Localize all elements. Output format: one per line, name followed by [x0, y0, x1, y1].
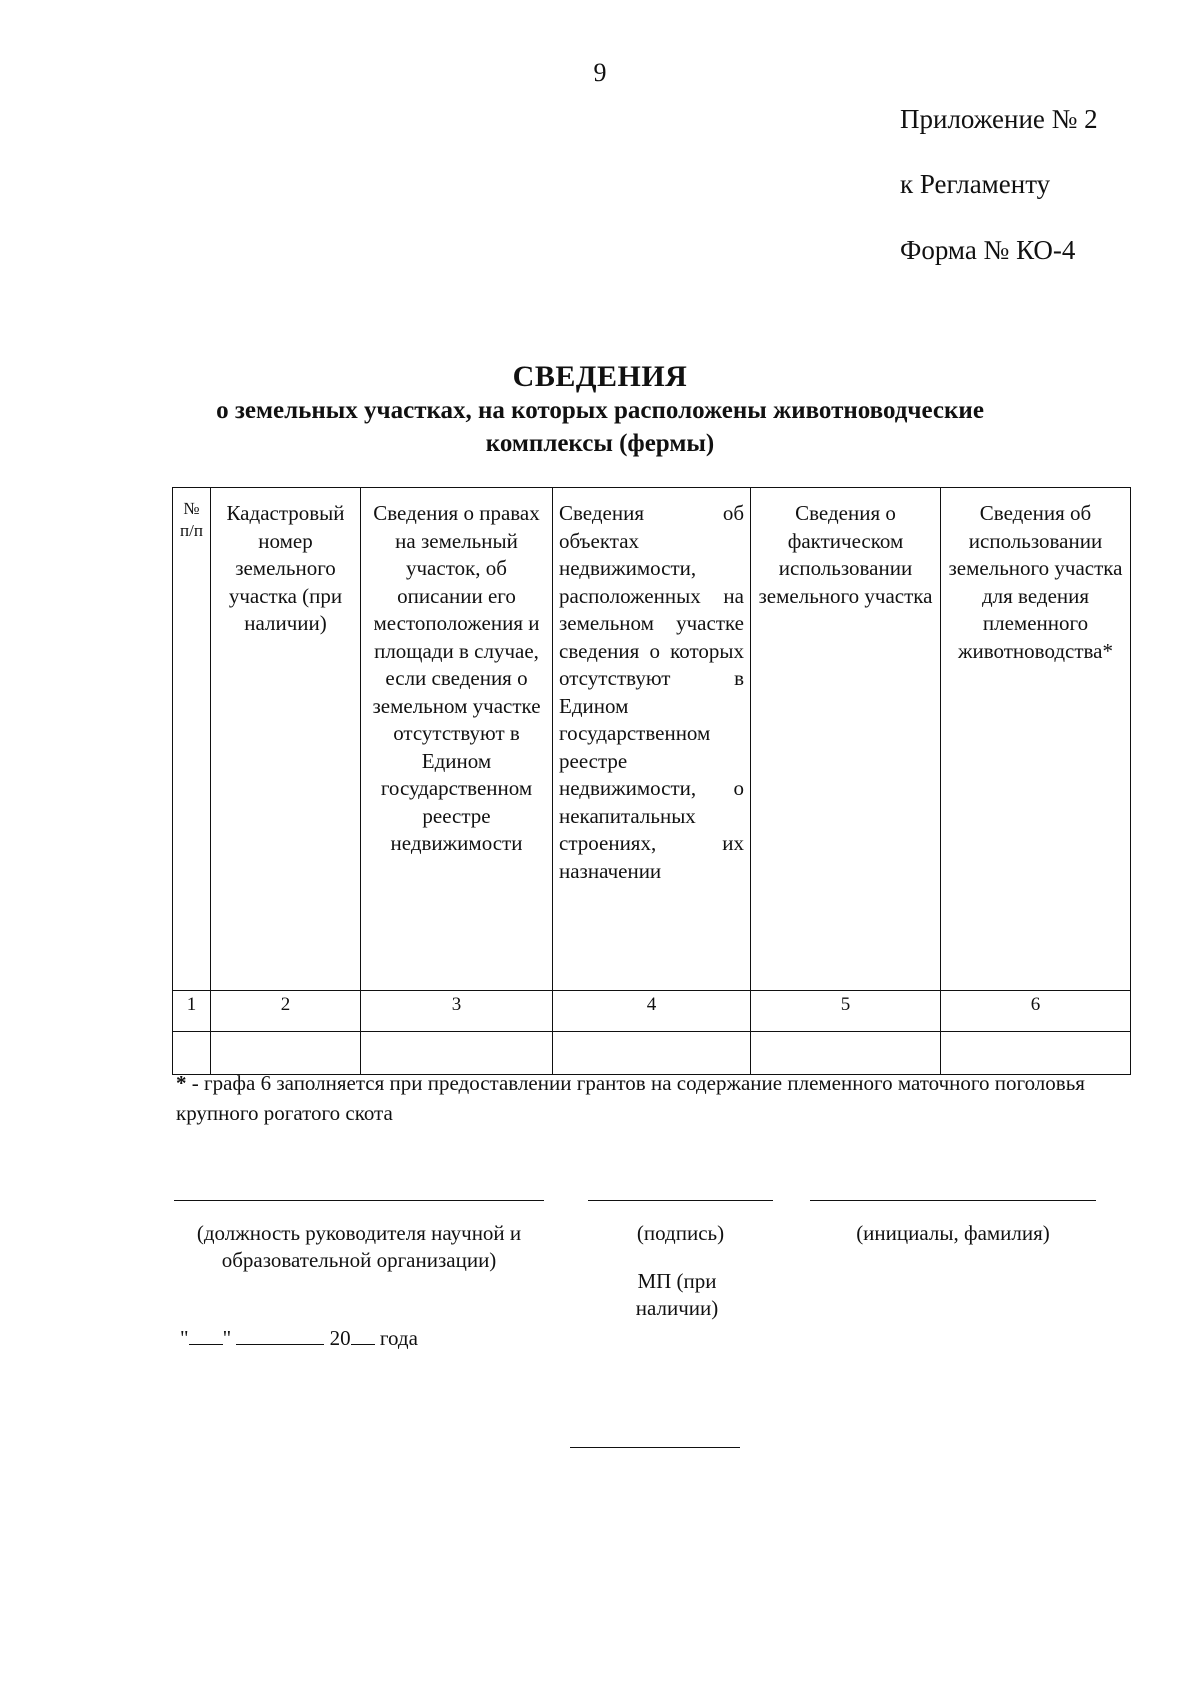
signature-line[interactable] — [588, 1200, 773, 1201]
closing-rule — [570, 1447, 740, 1448]
column-number: 2 — [211, 991, 361, 1032]
date-line — [180, 1326, 418, 1351]
position-caption: (должность руководителя научной и образовательной организации) — [196, 1221, 522, 1272]
document-title: СВЕДЕНИЯ — [512, 360, 688, 393]
header-cell-real-estate: Сведения об объектах недвижимости, расположенных на земельном участке сведения о которых отсутствуют в Едином государственном реестре недвижимости, о некапитальных строениях, их назначении — [553, 488, 751, 991]
header-cell-breeding-use: Сведения об использовании земельного участка для ведения племенного животноводства* — [941, 488, 1131, 991]
document-subtitle — [200, 394, 1000, 460]
date-quote-close: " — [222, 1326, 232, 1350]
column-number: 1 — [173, 991, 211, 1032]
name-signature-line[interactable] — [810, 1200, 1096, 1201]
year-prefix: 20 — [329, 1326, 351, 1350]
signature-caption: (подпись) — [636, 1221, 725, 1245]
appendix-number: Приложение № 2 — [900, 104, 1098, 134]
header-cell-rights: Сведения о правах на земельный участок, об описании его местоположения и площади в случае, если сведения о земельном участке отсутствуют в Едином государственном реестре недвижимости — [361, 488, 553, 991]
stamp-caption: МП (при наличии) — [635, 1269, 719, 1320]
column-number: 3 — [361, 991, 553, 1032]
footnote-text: - графа 6 заполняется при предоставлении грантов на содержание племенного маточного поголовья крупного рогатого скота — [176, 1071, 1085, 1125]
footnote — [176, 1068, 1126, 1128]
subtitle-line-2: комплексы (фермы) — [485, 430, 715, 457]
subtitle-line-1: о земельных участках, на которых расположены животноводческие — [216, 397, 984, 424]
year-suffix: года — [379, 1326, 418, 1350]
column-number: 5 — [751, 991, 941, 1032]
column-numbers-row — [173, 991, 1131, 1032]
day-blank[interactable] — [189, 1326, 223, 1345]
column-number: 4 — [553, 991, 751, 1032]
appendix-regulation: к Регламенту — [900, 169, 1051, 199]
month-blank[interactable] — [236, 1326, 324, 1345]
header-cell-actual-use: Сведения о фактическом использовании земельного участка — [751, 488, 941, 991]
land-plots-table — [172, 487, 1131, 1075]
name-caption: (инициалы, фамилия) — [856, 1221, 1050, 1245]
date-quote-open: " — [180, 1326, 189, 1350]
column-number: 6 — [941, 991, 1131, 1032]
header-cell-number: № п/п — [173, 488, 211, 991]
page-number: 9 — [593, 58, 607, 87]
footnote-marker: * — [176, 1071, 187, 1095]
form-number: Форма № КО-4 — [900, 235, 1076, 265]
position-signature-line[interactable] — [174, 1200, 544, 1201]
table-header-row — [173, 488, 1131, 991]
header-cell-cadastral: Кадастровый номер земельного участка (при наличии) — [211, 488, 361, 991]
year-blank[interactable] — [351, 1326, 375, 1345]
